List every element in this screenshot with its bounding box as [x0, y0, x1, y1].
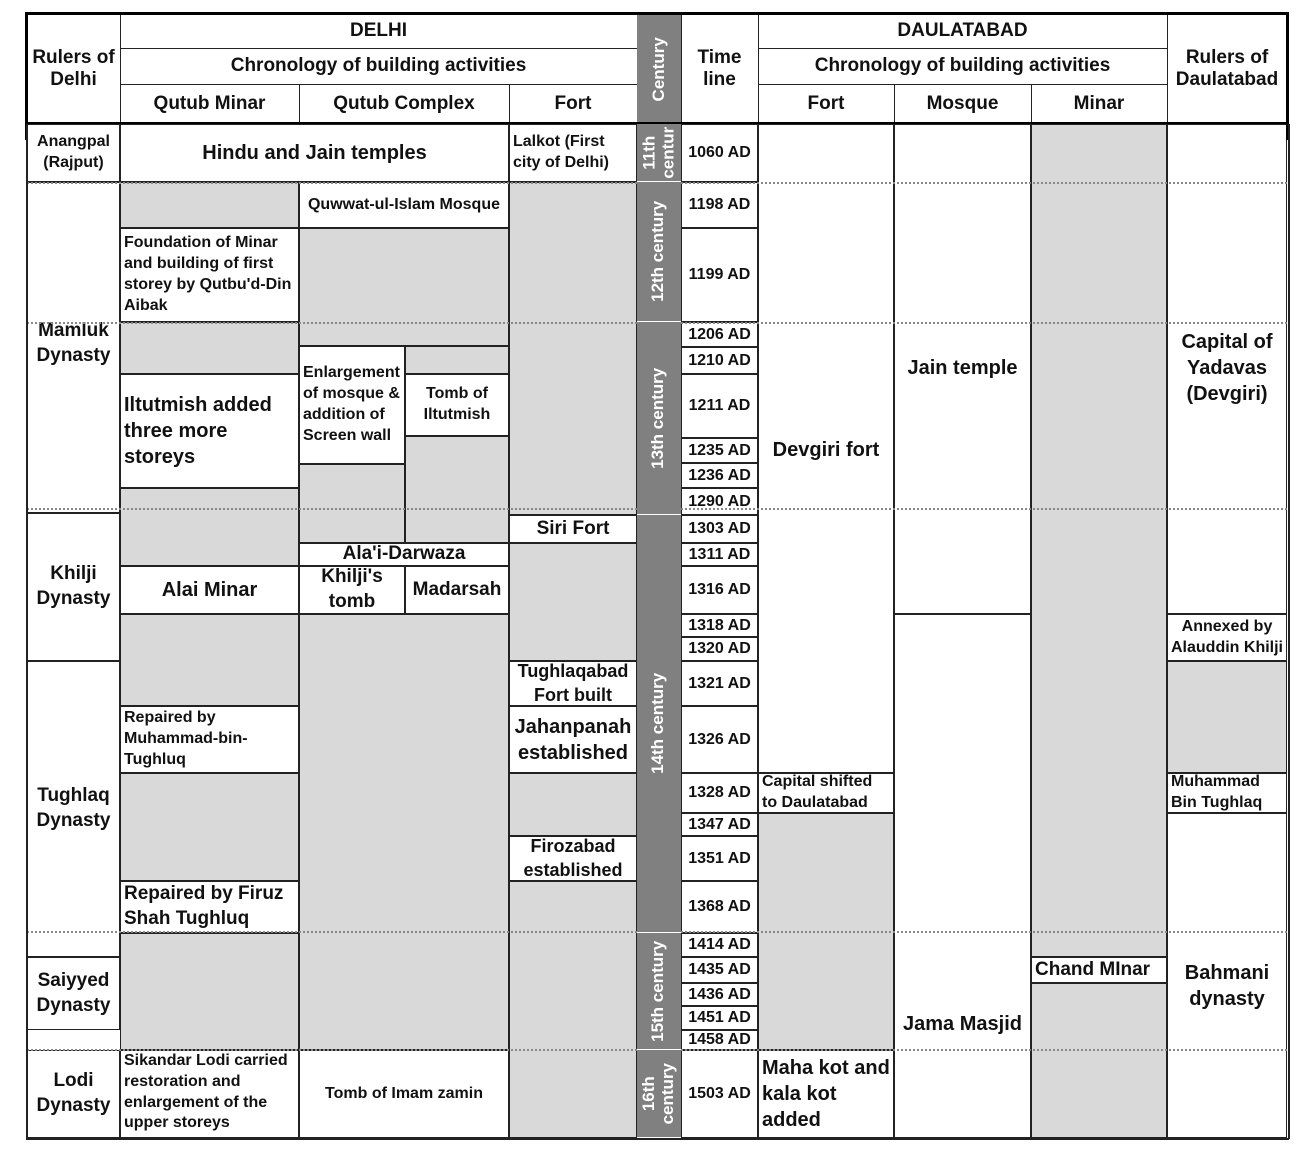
- timeline-entry: 1318 AD: [681, 614, 758, 637]
- ruler-bahmani: Bahmani dynasty: [1167, 813, 1287, 1138]
- timeline-entry: 1210 AD: [681, 347, 758, 374]
- timeline-entry: 1503 AD: [681, 1050, 758, 1138]
- timeline-entry: 1211 AD: [681, 374, 758, 438]
- century-divider: [681, 322, 1287, 324]
- qutub-minar-gap-1328: [120, 773, 299, 881]
- timeline-entry: 1351 AD: [681, 836, 758, 881]
- century-divider: [681, 508, 1287, 510]
- timeline-entry: 1316 AD: [681, 566, 758, 614]
- timeline-entry: 1311 AD: [681, 543, 758, 566]
- header-time-line: Time line: [697, 47, 742, 90]
- tomb-iltutmish: Tomb of Iltutmish: [405, 374, 509, 436]
- timeline-entry: 1236 AD: [681, 463, 758, 488]
- mosque-enlargement: Enlargement of mosque & addition of Screen wall: [299, 346, 405, 464]
- century-divider: [27, 322, 637, 324]
- timeline-entry: 1060 AD: [681, 124, 758, 182]
- ruler-saiyyed: Saiyyed Dynasty: [27, 957, 120, 1030]
- qutub-minar-gap-1198: [120, 182, 299, 228]
- century-12th: 12th century: [637, 182, 681, 322]
- ruler-annexed: Annexed by Alauddin Khilji: [1167, 614, 1287, 661]
- repaired-muhammad: Repaired by Muhammad-bin-Tughluq: [120, 706, 299, 773]
- ruler-anangpal: Anangpal (Rajput): [27, 124, 120, 182]
- timeline-entry: 1458 AD: [681, 1030, 758, 1050]
- qutub-minar-gap-1318: [120, 614, 299, 706]
- alai-minar: Alai Minar: [120, 566, 299, 614]
- header-rulers-delhi: Rulers of Delhi: [32, 47, 115, 90]
- capital-shifted: Capital shifted to Daulatabad: [758, 773, 894, 813]
- header-qutub-minar: Qutub Minar: [153, 93, 266, 114]
- timeline-entry: 1303 AD: [681, 515, 758, 543]
- header-qutub-complex: Qutub Complex: [333, 93, 475, 114]
- header-chronology-daulatabad: Chronology of building activities: [814, 55, 1111, 76]
- firozabad: Firozabad established: [509, 836, 637, 881]
- century-divider: [681, 182, 1287, 184]
- header-minar: Minar: [1073, 93, 1125, 114]
- madarsah: Madarsah: [405, 566, 509, 614]
- tughlaqabad-fort: Tughlaqabad Fort built: [509, 661, 637, 706]
- timeline-entry: 1347 AD: [681, 813, 758, 836]
- minar-foundation: Foundation of Minar and building of first storey by Qutbu'd-Din Aibak: [120, 228, 299, 322]
- chand-minar: Chand MInar: [1031, 957, 1167, 983]
- qutub-minar-gap-1290: [120, 488, 299, 566]
- ruler-khilji: Khilji Dynasty: [27, 513, 120, 661]
- siri-fort: Siri Fort: [509, 515, 637, 543]
- fort-gap-1311: [509, 543, 637, 661]
- jahanpanah: Jahanpanah established: [509, 706, 637, 773]
- header-rulers-daulatabad: Rulers of Daulatabad: [1175, 47, 1279, 90]
- timeline-entry: 1368 AD: [681, 881, 758, 933]
- fort-gap-1328: [509, 773, 637, 836]
- minar-gap-top: [1031, 124, 1167, 957]
- header-daulatabad: DAULATABAD: [897, 20, 1028, 41]
- century-divider: [681, 931, 1287, 933]
- century-16th: 16th century: [637, 1050, 681, 1138]
- timeline-entry: 1326 AD: [681, 706, 758, 773]
- century-divider: [27, 931, 637, 933]
- qutub-minar-gap-1414: [120, 933, 299, 1050]
- timeline-entry: 1435 AD: [681, 957, 758, 983]
- complex-gap-1199: [299, 228, 509, 346]
- khilji-tomb: Khilji's tomb: [299, 566, 405, 614]
- header-fort: Fort: [554, 93, 592, 114]
- iltutmish-storeys: Iltutmish added three more storeys: [120, 374, 299, 488]
- minar-gap-bottom: [1031, 983, 1167, 1138]
- timeline-entry: 1290 AD: [681, 488, 758, 515]
- maha-kot: Maha kot and kala kot added: [758, 1050, 894, 1138]
- timeline-entry: 1199 AD: [681, 228, 758, 322]
- header-delhi: DELHI: [350, 20, 407, 41]
- timeline-entry: 1451 AD: [681, 1006, 758, 1030]
- alai-darwaza: Ala'i-Darwaza: [299, 543, 509, 566]
- fort-gap-1368: [509, 881, 637, 1138]
- devgiri-fort: Devgiri fort: [758, 124, 894, 773]
- century-divider: [27, 182, 637, 184]
- timeline-entry: 1436 AD: [681, 983, 758, 1006]
- century-13th: 13th century: [637, 322, 681, 515]
- hindu-jain-temples: Hindu and Jain temples: [120, 124, 509, 182]
- timeline-entry: 1321 AD: [681, 661, 758, 706]
- quwwat-mosque: Quwwat-ul-Islam Mosque: [299, 182, 509, 228]
- timeline-entry: 1414 AD: [681, 933, 758, 957]
- jain-temple: Jain temple: [894, 124, 1031, 614]
- century-divider: [27, 1049, 637, 1051]
- lalkot: Lalkot (First city of Delhi): [509, 124, 637, 182]
- rulers-daulatabad-gap: [1167, 661, 1287, 773]
- header-mosque: Mosque: [926, 93, 999, 114]
- fort-gap-1198: [509, 182, 637, 515]
- ruler-lodi: Lodi Dynasty: [27, 1050, 120, 1138]
- timeline-entry: 1320 AD: [681, 637, 758, 661]
- complex-gap-1236-right: [405, 436, 509, 543]
- tomb-imam-zamin: Tomb of Imam zamin: [299, 1050, 509, 1138]
- timeline-entry: 1206 AD: [681, 322, 758, 347]
- complex-gap-1236-left: [299, 464, 405, 543]
- header-century: Century: [637, 14, 681, 124]
- century-divider: [681, 1049, 1287, 1051]
- complex-gap-1318: [299, 614, 509, 1050]
- timeline-entry: 1328 AD: [681, 773, 758, 813]
- timeline-entry: 1198 AD: [681, 182, 758, 228]
- qutub-minar-gap-1206: [120, 322, 299, 374]
- century-15th: 15th century: [637, 933, 681, 1050]
- header-fort-daulatabad: Fort: [807, 93, 845, 114]
- complex-gap-tomb-top: [405, 346, 509, 374]
- century-14th: 14th century: [637, 515, 681, 933]
- century-11th: 11th centur: [637, 124, 681, 182]
- ruler-muhammad-bin-tughlaq: Muhammad Bin Tughlaq: [1167, 773, 1287, 813]
- ruler-tughlaq: Tughlaq Dynasty: [27, 661, 120, 957]
- century-divider: [27, 508, 637, 510]
- ruler-mamluk: Mamluk Dynasty: [27, 182, 120, 513]
- sikandar-lodi: Sikandar Lodi carried restoration and enlargement of the upper storeys: [120, 1050, 299, 1138]
- jama-masjid: Jama Masjid: [894, 614, 1031, 1138]
- header-chronology-delhi: Chronology of building activities: [230, 55, 527, 76]
- timeline-entry: 1235 AD: [681, 438, 758, 463]
- ruler-yadavas: Capital of Yadavas (Devgiri): [1167, 124, 1287, 614]
- repaired-firuz: Repaired by Firuz Shah Tughluq: [120, 881, 299, 933]
